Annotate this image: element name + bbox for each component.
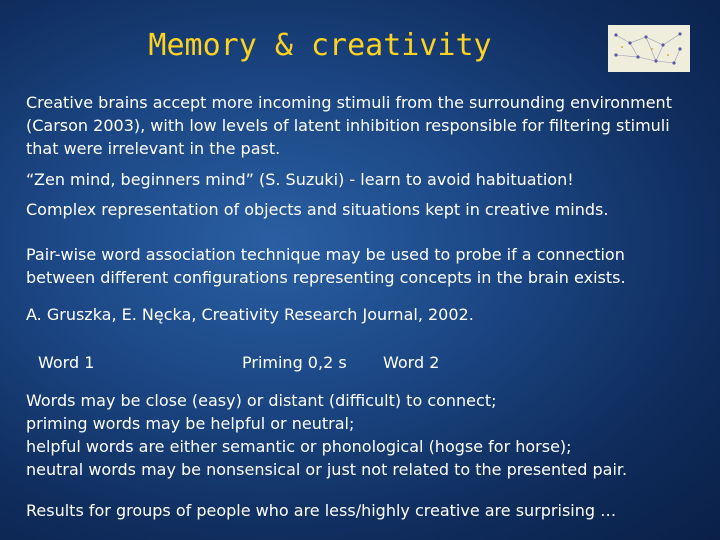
network-diagram-graphic [608,25,690,72]
text-line: Words may be close (easy) or distant (difficult) to connect; [26,391,497,410]
word-1-label: Word 1 [38,353,95,372]
paragraph-words [26,389,696,481]
priming-label: Priming 0,2 s [242,353,347,372]
text-line: Creative brains accept more incoming stimuli from the surrounding environment [26,93,672,112]
citation: A. Gruszka, E. Nęcka, Creativity Research Journal, 2002. [26,305,474,324]
word-2-label: Word 2 [383,353,440,372]
network-diagram-icon [608,25,690,72]
paragraph-zen-mind: “Zen mind, beginners mind” (S. Suzuki) - learn to avoid habituation! [26,170,574,189]
text-line: priming words may be helpful or neutral; [26,414,355,433]
slide-title: Memory & creativity [148,28,492,63]
paragraph-results: Results for groups of people who are less/highly creative are surprising … [26,501,617,520]
text-line: that were irrelevant in the past. [26,139,281,158]
text-line: helpful words are either semantic or phonological (hogse for horse); [26,437,572,456]
paragraph-complex-representation: Complex representation of objects and situations kept in creative minds. [26,200,609,219]
text-line: (Carson 2003), with low levels of latent inhibition responsible for filtering stimuli [26,116,670,135]
paragraph-creative-brains [26,91,696,160]
text-line: Pair-wise word association technique may be used to probe if a connection [26,245,625,264]
text-line: between different configurations representing concepts in the brain exists. [26,268,626,287]
paragraph-pair-wise [26,243,696,289]
text-line: neutral words may be nonsensical or just not related to the presented pair. [26,460,628,479]
